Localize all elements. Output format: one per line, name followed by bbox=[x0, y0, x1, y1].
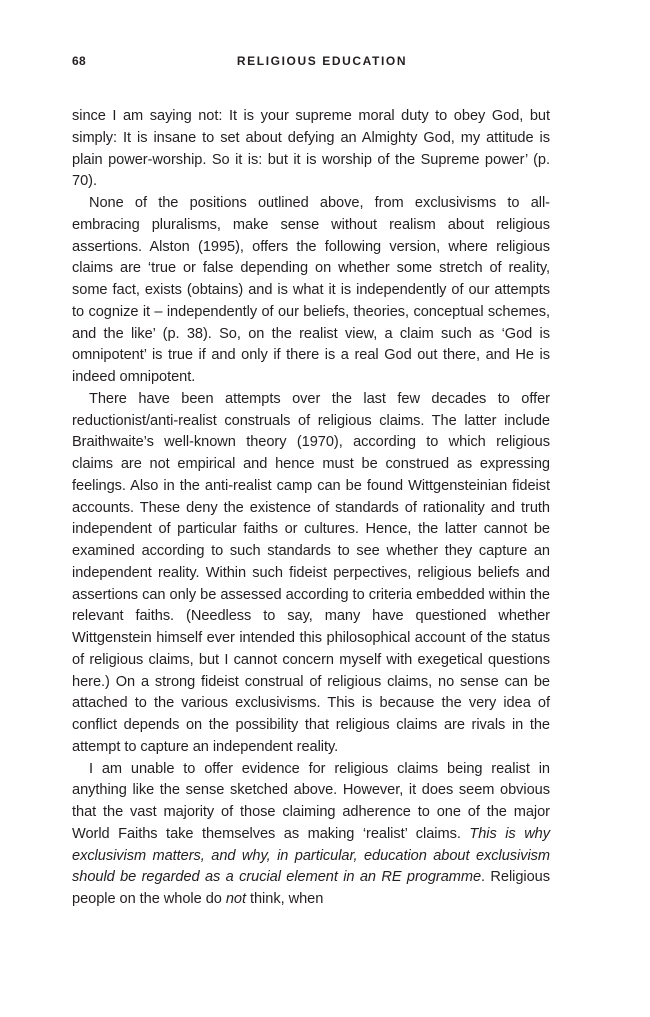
paragraph-text-end: think, when bbox=[245, 891, 324, 907]
paragraph-anti-realism: There have been attempts over the last few decades to offer reductionist/anti-realist construals of religious claims. The latter include Braithwaite’s well-known theory (1970), according to which religious claims are not empirical and hence must be construed as expressing feelings. Also in the anti-realist camp can be found Wittgensteinian fideist accounts. These deny the existence of standards of rationality and truth independent of particular faiths or cultures. Hence, the latter cannot be examined according to such standards to see whether they capture an independent reality. Within such fideist perpectives, religious beliefs and assertions can only be assessed according to criteria embedded within the relevant faiths. (Needless to say, many have questioned whether Wittgenstein himself ever intended this philosophical account of the status of religious claims, but I cannot concern myself with exegetical questions here.) On a strong fideist construal of religious claims, no sense can be attached to the various exclusivisms. This is because the very idea of conflict depends on the possibility that religious claims are rivals in the attempt to capture an independent reality. bbox=[72, 390, 550, 755]
body-text bbox=[72, 106, 550, 911]
paragraph-text-start: I am unable to offer evidence for religious claims being realist in anything like the sense sketched above. However, it does seem obvious that the vast majority of those claiming adherence to one of the major World Faiths take themselves as making ‘realist’ claims. bbox=[72, 760, 550, 842]
paragraph-realism: None of the positions outlined above, from exclusivisms to all-embracing pluralisms, make sense without realism about religious assertions. Alston (1995), offers the following version, where religious claims are ‘true or false depending on whether some stretch of reality, some fact, exists (obtains) and is what it is independently of our attempts to cognize it – independently of our beliefs, theories, conceptual schemes, and the like’ (p. 38). So, on the realist view, a claim such as ‘God is omnipotent’ is true if and only if there is a real God out there, and He is indeed omnipotent. bbox=[72, 195, 550, 385]
paragraph-exclusivism bbox=[72, 759, 550, 911]
paragraph-text-mid: . Religious people on the whole do bbox=[72, 869, 550, 907]
emphasized-sentence: This is why exclusivism matters, and why, in particular, education about exclusivism should be regarded as a crucial element in an RE programme bbox=[72, 825, 550, 886]
page-header bbox=[72, 54, 550, 72]
paragraph-quote-continuation: since I am saying not: It is your supreme moral duty to obey God, but simply: It is insane to set about defying an Almighty God, my attitude is plain power-worship. So it is: but it is worship of the Supreme power’ (p. 70). bbox=[72, 108, 550, 190]
running-head: RELIGIOUS EDUCATION bbox=[236, 54, 408, 68]
page-number: 68 bbox=[72, 54, 86, 68]
emphasized-word: not bbox=[225, 891, 246, 907]
